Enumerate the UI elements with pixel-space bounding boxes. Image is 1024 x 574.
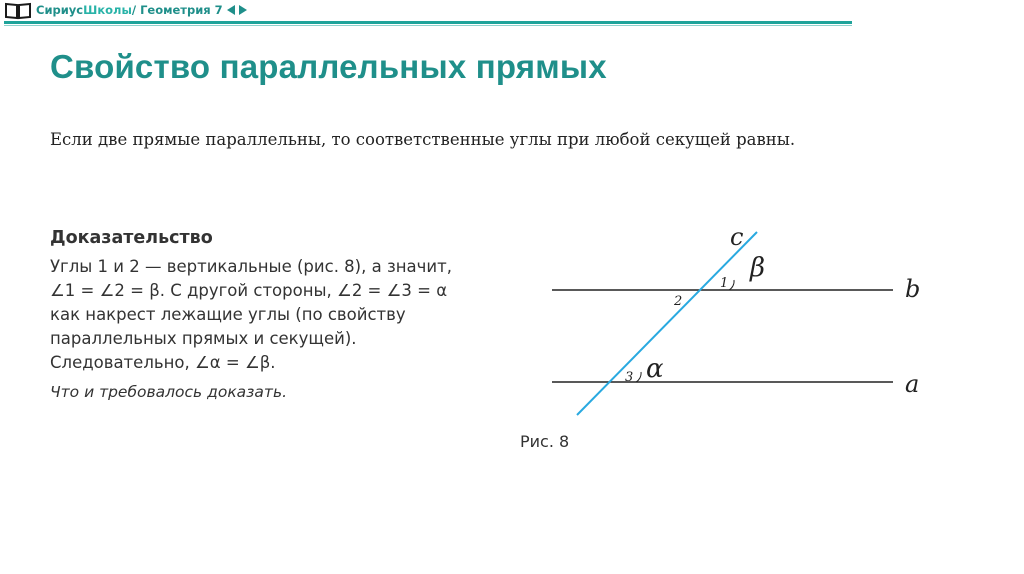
label-alpha: α — [646, 354, 664, 384]
label-angle-3: 3 — [625, 370, 634, 385]
page-title: Свойство параллельных прямых — [50, 48, 607, 85]
angle-arc-3 — [636, 372, 641, 382]
section-name: / Геометрия 7 — [131, 3, 223, 17]
proof-conclusion: Что и требовалось доказать. — [50, 383, 288, 401]
proof-block — [50, 227, 520, 403]
proof-line: Углы 1 и 2 — вертикальные (рис. 8), а значит, — [50, 257, 452, 276]
header-bar — [0, 0, 1024, 24]
theorem-statement: Если две прямые параллельны, то соответственные углы при любой секущей равны. — [50, 130, 796, 149]
figure-caption: Рис. 8 — [520, 432, 570, 451]
proof-line: как накрест лежащие углы (по свойству — [50, 305, 406, 324]
label-angle-2: 2 — [674, 294, 683, 309]
label-line-c: c — [730, 223, 744, 251]
angle-arc-1 — [729, 280, 734, 290]
line-c — [577, 232, 757, 415]
proof-title: Доказательство — [50, 228, 213, 248]
header-divider-thin — [4, 25, 852, 26]
label-line-b: b — [905, 275, 921, 303]
breadcrumb — [36, 3, 247, 17]
brand-name-part2: Школы — [83, 3, 132, 17]
figure-diagram — [540, 220, 940, 420]
nav-arrows-icon[interactable] — [227, 4, 247, 16]
proof-line: параллельных прямых и секущей). — [50, 329, 357, 348]
label-beta: β — [750, 253, 766, 283]
label-angle-1: 1 — [720, 276, 729, 291]
header-divider — [4, 21, 852, 24]
book-icon — [4, 2, 32, 20]
proof-line: ∠1 = ∠2 = β. С другой стороны, ∠2 = ∠3 = α — [50, 281, 448, 300]
label-line-a: a — [905, 370, 920, 398]
proof-line: Следовательно, ∠α = ∠β. — [50, 353, 276, 372]
brand-name-part1: Сириус — [36, 3, 84, 17]
